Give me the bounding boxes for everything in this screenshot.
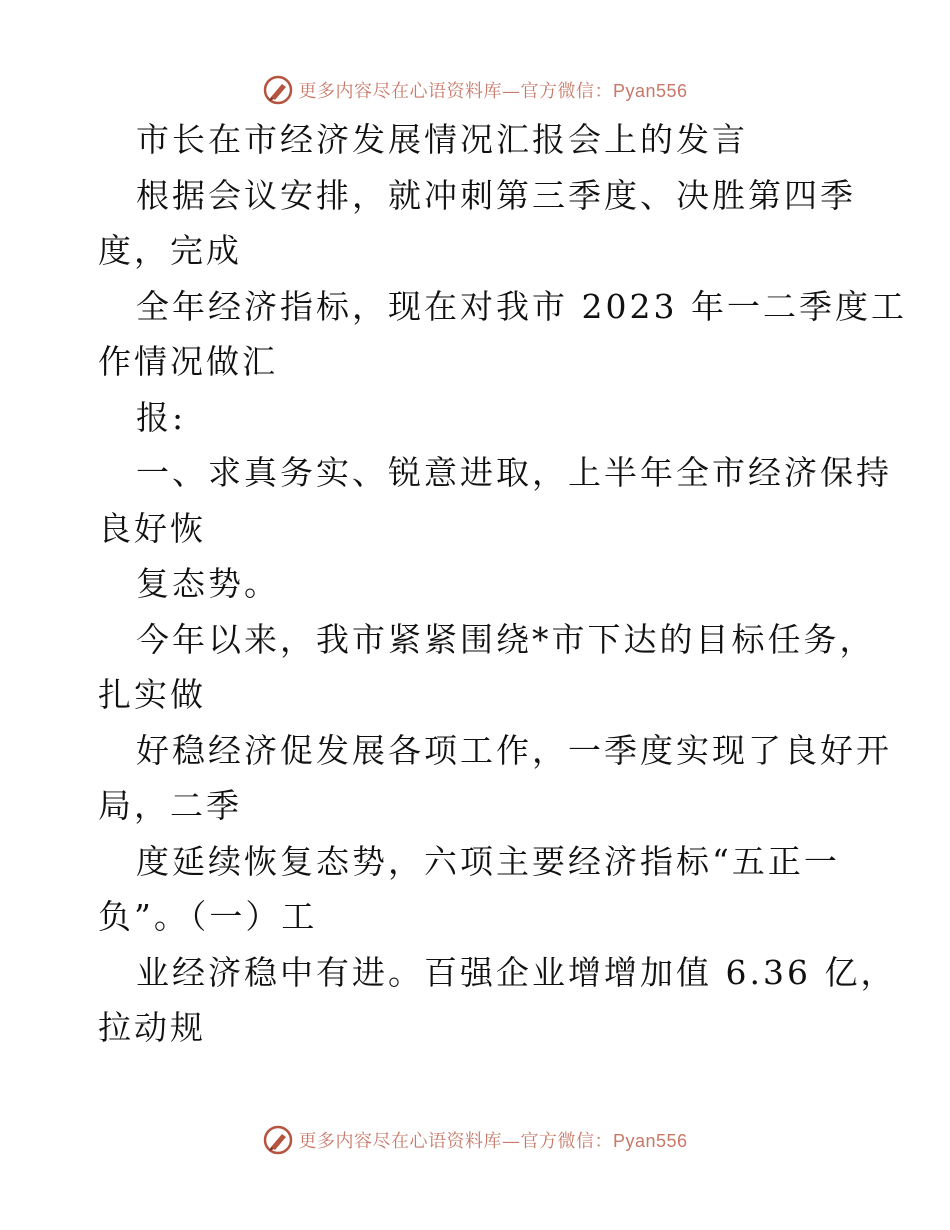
text-line: 全年经济指标，现在对我市 2023 年一二季度工: [136, 286, 907, 326]
text-line: 作情况做汇: [98, 342, 278, 381]
text-line: 局，二季: [98, 786, 242, 825]
text-line: 复态势。: [136, 564, 280, 603]
footer-watermark: [0, 1122, 950, 1158]
pen-logo-icon: [262, 1124, 294, 1156]
text-line: 良好恢: [98, 508, 206, 548]
watermark-text: 更多内容尽在心语资料库—官方微信：Pyan556: [298, 1131, 688, 1152]
text-line: 拉动规: [98, 1008, 206, 1047]
text-line: 扎实做: [98, 675, 206, 714]
text-line: 度，完成: [98, 231, 242, 270]
text-line: 市长在市经济发展情况汇报会上的发言: [136, 120, 748, 159]
text-line: 负”。（一）工: [98, 897, 318, 936]
text-line: 度延续恢复态势，六项主要经济指标“五正一: [136, 841, 840, 881]
pen-logo-icon: [262, 74, 294, 106]
text-line: 好稳经济促发展各项工作，一季度实现了良好开: [136, 730, 892, 770]
text-line: 今年以来，我市紧紧围绕*市下达的目标任务，: [136, 619, 876, 659]
text-line: 根据会议安排，就冲刺第三季度、决胜第四季: [136, 175, 856, 215]
header-watermark: [0, 72, 950, 108]
text-line: 业经济稳中有进。百强企业增增加值 6.36 亿，: [136, 952, 897, 992]
watermark-text: 更多内容尽在心语资料库—官方微信：Pyan556: [298, 81, 688, 102]
text-line: 报:: [136, 397, 187, 437]
text-line: 一、求真务实、锐意进取，上半年全市经济保持: [136, 453, 892, 492]
